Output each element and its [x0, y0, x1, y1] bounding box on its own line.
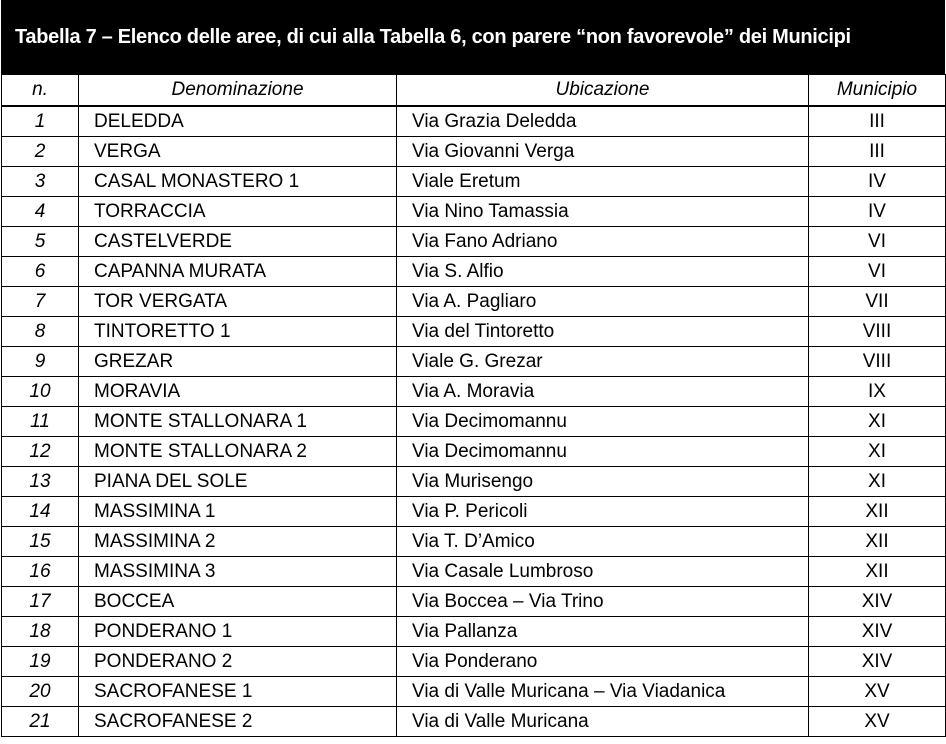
- cell-ubicazione: Via Nino Tamassia: [397, 197, 809, 227]
- cell-denominazione: TOR VERGATA: [79, 287, 397, 317]
- cell-number: 3: [2, 167, 79, 197]
- cell-ubicazione: Via Boccea – Via Trino: [397, 587, 809, 617]
- areas-table: [1, 74, 946, 737]
- header-denominazione: Denominazione: [79, 75, 397, 107]
- table-row: [2, 317, 946, 347]
- cell-ubicazione: Via Fano Adriano: [397, 227, 809, 257]
- table-row: [2, 227, 946, 257]
- cell-number: 13: [2, 467, 79, 497]
- cell-ubicazione: Via Giovanni Verga: [397, 137, 809, 167]
- header-municipio: Municipio: [809, 75, 946, 107]
- cell-number: 5: [2, 227, 79, 257]
- cell-ubicazione: Via di Valle Muricana: [397, 707, 809, 737]
- cell-number: 16: [2, 557, 79, 587]
- cell-number: 17: [2, 587, 79, 617]
- table-row: [2, 617, 946, 647]
- cell-municipio: IX: [809, 377, 946, 407]
- cell-municipio: XIV: [809, 617, 946, 647]
- cell-municipio: VIII: [809, 317, 946, 347]
- table-title: Tabella 7 – Elenco delle aree, di cui alla Tabella 6, con parere “non favorevole” dei Municipi: [1, 0, 945, 74]
- cell-municipio: XI: [809, 407, 946, 437]
- cell-municipio: IV: [809, 197, 946, 227]
- table-row: [2, 587, 946, 617]
- cell-denominazione: BOCCEA: [79, 587, 397, 617]
- cell-denominazione: CAPANNA MURATA: [79, 257, 397, 287]
- cell-denominazione: MASSIMINA 3: [79, 557, 397, 587]
- cell-denominazione: CASTELVERDE: [79, 227, 397, 257]
- cell-number: 2: [2, 137, 79, 167]
- cell-ubicazione: Via Ponderano: [397, 647, 809, 677]
- cell-denominazione: SACROFANESE 1: [79, 677, 397, 707]
- table-row: [2, 377, 946, 407]
- table-row: [2, 467, 946, 497]
- cell-number: 4: [2, 197, 79, 227]
- cell-municipio: VIII: [809, 347, 946, 377]
- document-page: [1, 0, 945, 744]
- table-row: [2, 527, 946, 557]
- cell-ubicazione: Via S. Alfio: [397, 257, 809, 287]
- cell-denominazione: TORRACCIA: [79, 197, 397, 227]
- table-row: [2, 347, 946, 377]
- cell-denominazione: GREZAR: [79, 347, 397, 377]
- cell-municipio: XII: [809, 497, 946, 527]
- cell-ubicazione: Via Casale Lumbroso: [397, 557, 809, 587]
- cell-ubicazione: Via di Valle Muricana – Via Viadanica: [397, 677, 809, 707]
- table-header: [2, 75, 946, 107]
- cell-ubicazione: Via Murisengo: [397, 467, 809, 497]
- table-row: [2, 437, 946, 467]
- cell-number: 8: [2, 317, 79, 347]
- table-row: [2, 167, 946, 197]
- cell-number: 7: [2, 287, 79, 317]
- cell-municipio: VI: [809, 227, 946, 257]
- cell-ubicazione: Via A. Moravia: [397, 377, 809, 407]
- cell-number: 10: [2, 377, 79, 407]
- table-row: [2, 137, 946, 167]
- cell-denominazione: SACROFANESE 2: [79, 707, 397, 737]
- cell-ubicazione: Via A. Pagliaro: [397, 287, 809, 317]
- cell-ubicazione: Via Pallanza: [397, 617, 809, 647]
- cell-denominazione: MONTE STALLONARA 2: [79, 437, 397, 467]
- cell-ubicazione: Via P. Pericoli: [397, 497, 809, 527]
- cell-denominazione: MASSIMINA 2: [79, 527, 397, 557]
- table-body: [2, 106, 946, 737]
- cell-number: 20: [2, 677, 79, 707]
- table-row: [2, 106, 946, 137]
- table-row: [2, 707, 946, 737]
- cell-ubicazione: Via Grazia Deledda: [397, 106, 809, 137]
- cell-denominazione: MONTE STALLONARA 1: [79, 407, 397, 437]
- header-row: [2, 75, 946, 107]
- table-row: [2, 557, 946, 587]
- cell-number: 11: [2, 407, 79, 437]
- cell-denominazione: TINTORETTO 1: [79, 317, 397, 347]
- table-row: [2, 257, 946, 287]
- table-row: [2, 677, 946, 707]
- cell-denominazione: PIANA DEL SOLE: [79, 467, 397, 497]
- table-row: [2, 407, 946, 437]
- cell-denominazione: PONDERANO 1: [79, 617, 397, 647]
- cell-ubicazione: Via Decimomannu: [397, 437, 809, 467]
- cell-denominazione: MORAVIA: [79, 377, 397, 407]
- cell-municipio: XII: [809, 557, 946, 587]
- cell-ubicazione: Viale G. Grezar: [397, 347, 809, 377]
- cell-municipio: VI: [809, 257, 946, 287]
- cell-municipio: XI: [809, 437, 946, 467]
- header-ubicazione: Ubicazione: [397, 75, 809, 107]
- cell-number: 6: [2, 257, 79, 287]
- cell-ubicazione: Via Decimomannu: [397, 407, 809, 437]
- cell-municipio: XV: [809, 677, 946, 707]
- cell-number: 19: [2, 647, 79, 677]
- cell-municipio: XIV: [809, 587, 946, 617]
- cell-municipio: XV: [809, 707, 946, 737]
- cell-number: 9: [2, 347, 79, 377]
- cell-denominazione: CASAL MONASTERO 1: [79, 167, 397, 197]
- table-row: [2, 497, 946, 527]
- cell-denominazione: MASSIMINA 1: [79, 497, 397, 527]
- cell-denominazione: VERGA: [79, 137, 397, 167]
- cell-ubicazione: Viale Eretum: [397, 167, 809, 197]
- cell-municipio: III: [809, 137, 946, 167]
- cell-number: 1: [2, 106, 79, 137]
- cell-municipio: IV: [809, 167, 946, 197]
- header-number: n.: [2, 75, 79, 107]
- table-row: [2, 197, 946, 227]
- cell-number: 18: [2, 617, 79, 647]
- table-row: [2, 287, 946, 317]
- cell-number: 21: [2, 707, 79, 737]
- cell-municipio: XI: [809, 467, 946, 497]
- cell-ubicazione: Via T. D’Amico: [397, 527, 809, 557]
- cell-municipio: III: [809, 106, 946, 137]
- cell-denominazione: DELEDDA: [79, 106, 397, 137]
- cell-number: 14: [2, 497, 79, 527]
- cell-number: 15: [2, 527, 79, 557]
- cell-number: 12: [2, 437, 79, 467]
- cell-municipio: XIV: [809, 647, 946, 677]
- cell-municipio: XII: [809, 527, 946, 557]
- table-row: [2, 647, 946, 677]
- cell-municipio: VII: [809, 287, 946, 317]
- cell-ubicazione: Via del Tintoretto: [397, 317, 809, 347]
- cell-denominazione: PONDERANO 2: [79, 647, 397, 677]
